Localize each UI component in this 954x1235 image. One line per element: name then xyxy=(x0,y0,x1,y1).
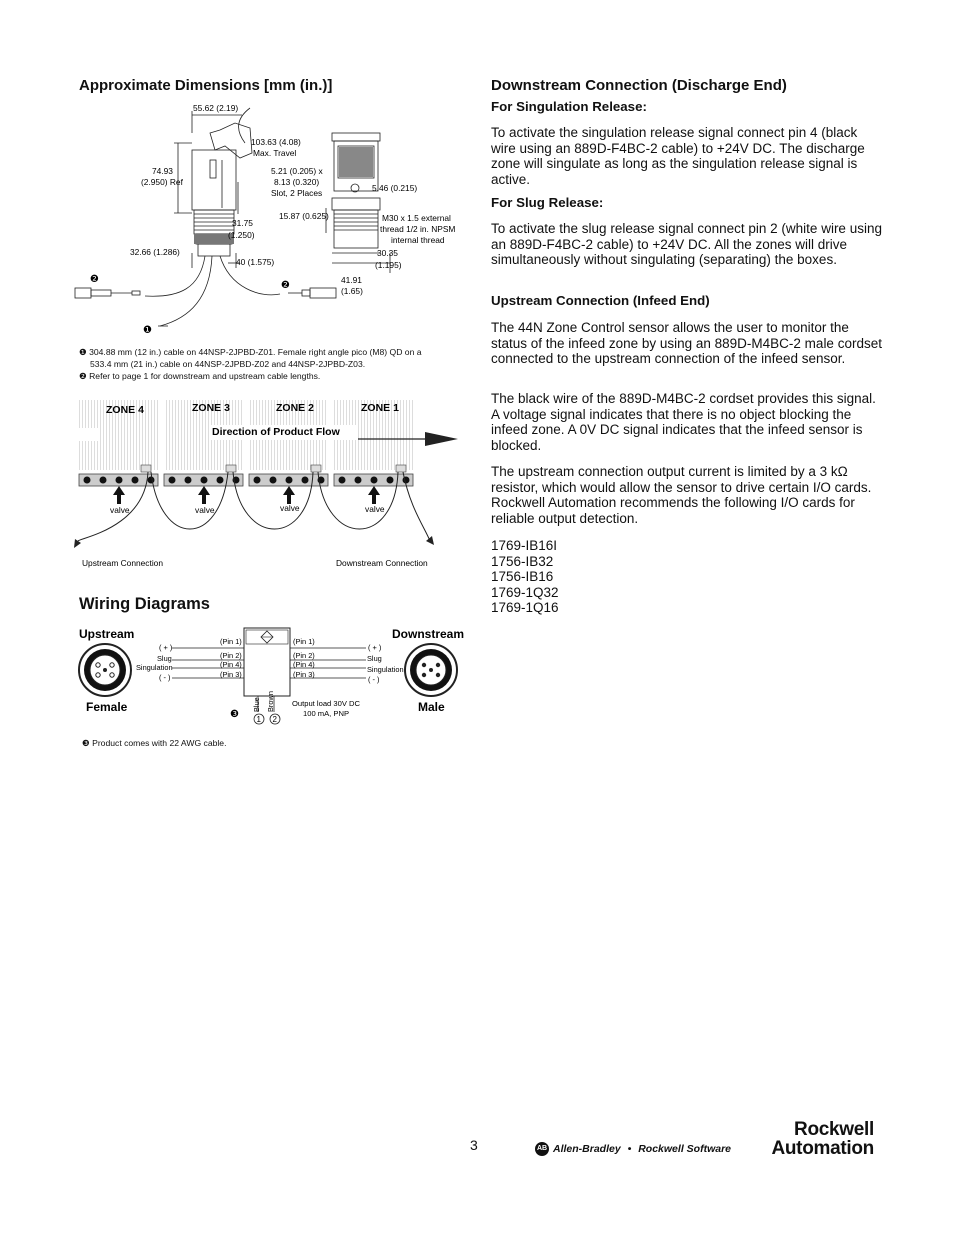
logo-rockwell: Rockwell xyxy=(794,1119,874,1140)
io-card-item: 1756-IB32 xyxy=(491,553,554,569)
io-card-item: 1769-1Q32 xyxy=(491,584,559,600)
zone-4-label: ZONE 4 xyxy=(106,404,144,416)
page-number: 3 xyxy=(470,1137,478,1153)
note-1b: 533.4 mm (21 in.) cable on 44NSP-2JPBD-Z02 and 44NSP-2JPBD-Z03. xyxy=(90,359,366,369)
io-card-list xyxy=(491,538,883,616)
valve-label-1: valve xyxy=(365,504,385,514)
brown-wire-label: Brown xyxy=(266,691,275,712)
dim-thread-c: internal thread xyxy=(391,235,445,245)
upstream-text-1: The 44N Zone Control sensor allows the user to monitor the status of the infeed zone by using an 889D-M4BC-2 male cordset connected to the upstream connection of the infeed sensor. xyxy=(491,320,882,367)
slug-text: To activate the slug release signal connect pin 2 (white wire using an 889D-F4BC-2 cable) to +24V DC. All the zones will drive simultaneously without singulating (separating) the boxes. xyxy=(491,221,882,268)
upstream-label: Upstream xyxy=(79,627,135,641)
marker-3: ❸ xyxy=(230,709,239,720)
dim-slot-b: 8.13 (0.320) xyxy=(274,177,320,187)
singulation-right: Singulation xyxy=(367,665,404,674)
dim-ref-a: 74.93 xyxy=(152,166,173,176)
io-card-item: 1769-IB16I xyxy=(491,538,558,553)
marker-2-left: ❷ xyxy=(90,274,99,285)
upstream-subtitle: Upstream Connection (Infeed End) xyxy=(491,293,710,308)
dim-3035-a: 30.35 xyxy=(377,248,398,258)
allen-bradley-logo-icon: AB xyxy=(535,1142,549,1156)
dim-slot-a: 5.21 (0.205) x xyxy=(271,166,323,176)
io-card-item: 1756-IB16 xyxy=(491,569,554,585)
dim-40: 40 (1.575) xyxy=(236,257,275,267)
dim-travel-label: Max. Travel xyxy=(253,148,297,158)
female-connector xyxy=(79,644,131,696)
downstream-label: Downstream xyxy=(392,627,465,641)
note-1a: ❶ 304.88 mm (12 in.) cable on 44NSP-2JPBD-Z01. Female right angle pico (M8) QD on a xyxy=(79,347,422,357)
marker-2-right: ❷ xyxy=(281,280,290,291)
plus-left: ( + ) xyxy=(159,643,173,652)
circle-2-label: 2 xyxy=(272,715,277,724)
blue-wire-label: Blue xyxy=(252,697,261,712)
pin4-left: (Pin 4) xyxy=(220,660,242,669)
dim-4191-b: (1.65) xyxy=(341,286,363,296)
singulation-text: To activate the singulation release signal connect pin 4 (black wire using an 889D-F4BC-2 cable) to +24V DC. The discharge zone will singulate as long as the singulation release signal is active. xyxy=(491,125,865,187)
dim-top: 55.62 (2.19) xyxy=(193,103,239,113)
note-3: ❸ Product comes with 22 AWG cable. xyxy=(82,738,227,748)
male-label: Male xyxy=(418,700,445,714)
dim-3175-b: (1.250) xyxy=(228,230,255,240)
zone-1-label: ZONE 1 xyxy=(361,402,399,414)
marker-1: ❶ xyxy=(143,325,152,336)
pin1-right: (Pin 1) xyxy=(293,637,315,646)
dim-thread-b: thread 1/2 in. NPSM xyxy=(380,224,456,234)
dim-3175-a: 31.75 xyxy=(232,218,253,228)
valve-label-4: valve xyxy=(110,505,130,515)
dim-thread-a: M30 x 1.5 external xyxy=(382,213,451,223)
pin3-right: (Pin 3) xyxy=(293,670,315,679)
dim-ref-b: (2.950) Ref xyxy=(141,177,183,187)
slug-right: Slug xyxy=(367,654,382,663)
pin2-left: (Pin 2) xyxy=(220,651,242,660)
zone-3-label: ZONE 3 xyxy=(192,402,230,414)
slug-subtitle: For Slug Release: xyxy=(491,195,604,210)
singulation-left: Singulation xyxy=(136,663,173,672)
dim-3035-b: (1.195) xyxy=(375,260,402,270)
dimensions-drawing xyxy=(70,98,470,343)
upstream-connection-label: Upstream Connection xyxy=(82,558,163,568)
zone-2-label: ZONE 2 xyxy=(276,402,314,414)
dim-travel: 103.63 (4.08) xyxy=(251,137,301,147)
male-connector xyxy=(405,644,457,696)
downstream-title: Downstream Connection (Discharge End) xyxy=(491,77,787,94)
downstream-connection-label: Downstream Connection xyxy=(336,558,428,568)
wiring-title: Wiring Diagrams xyxy=(79,595,210,613)
singulation-subtitle: For Singulation Release: xyxy=(491,99,647,114)
pin4-right: (Pin 4) xyxy=(293,660,315,669)
zone-diagram xyxy=(70,398,470,573)
dim-slot-c: Slot, 2 Places xyxy=(271,188,323,198)
brand-separator: • xyxy=(627,1143,632,1155)
io-card-item: 1769-1Q16 xyxy=(491,600,559,616)
dim-3266: 32.66 (1.286) xyxy=(130,247,180,257)
logo-automation: Automation xyxy=(771,1138,874,1159)
valve-label-2: valve xyxy=(280,503,300,513)
minus-left: ( - ) xyxy=(159,673,171,682)
upstream-text-3: The upstream connection output current is limited by a 3 kΩ resistor, which would allow the sensor to drive certain I/O cards. Rockwell Automation recommends the following I/O cards for reliable output detection. xyxy=(491,464,872,526)
note-2: ❷ Refer to page 1 for downstream and upstream cable lengths. xyxy=(79,371,321,381)
rockwell-automation-logo xyxy=(742,1120,874,1158)
circle-1-label: 1 xyxy=(256,715,261,724)
brand-line xyxy=(553,1143,731,1155)
brand-allen-bradley: Allen-Bradley xyxy=(553,1143,621,1155)
slug-left: Slug xyxy=(157,654,172,663)
brand-rockwell-software: Rockwell Software xyxy=(638,1143,731,1155)
dim-4191-a: 41.91 xyxy=(341,275,362,285)
minus-right: ( - ) xyxy=(368,675,380,684)
pin3-left: (Pin 3) xyxy=(220,670,242,679)
dimensions-title: Approximate Dimensions [mm (in.)] xyxy=(79,77,333,94)
wiring-diagram xyxy=(70,620,470,732)
dim-546: 5.46 (0.215) xyxy=(372,183,418,193)
female-label: Female xyxy=(86,700,128,714)
dim-1587: 15.87 (0.625) xyxy=(279,211,329,221)
pin2-right: (Pin 2) xyxy=(293,651,315,660)
flow-label: Direction of Product Flow xyxy=(212,426,340,438)
valve-label-3: valve xyxy=(195,505,215,515)
output-load-a: Output load 30V DC xyxy=(292,699,360,708)
output-load-b: 100 mA, PNP xyxy=(303,709,350,718)
pin1-left: (Pin 1) xyxy=(220,637,242,646)
plus-right: ( + ) xyxy=(368,643,382,652)
upstream-text-2: The black wire of the 889D-M4BC-2 cordset provides this signal. A voltage signal indicates that there is no object blocking the infeed zone. A 0V DC signal indicates that the infeed sensor is blocked. xyxy=(491,391,876,453)
